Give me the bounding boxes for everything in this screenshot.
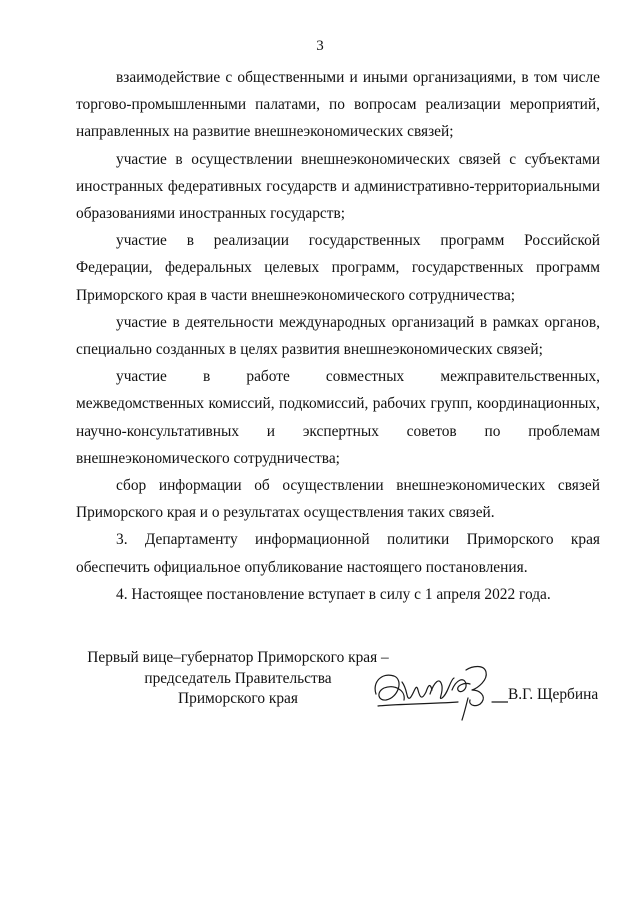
signatory-title-line: Приморского края xyxy=(178,690,298,707)
paragraph: взаимодействие с общественными и иными организациями, в том числе торгово-промышленными палатами, по вопросам реализации мероприятий, направленных на развитие внешнеэкономических связей; xyxy=(76,69,600,141)
signatory-title-line: председатель Правительства xyxy=(144,669,332,687)
signatory-title-line: Первый вице–губернатор Приморского края – xyxy=(87,649,389,666)
page-number: 3 xyxy=(316,38,324,54)
paragraph: 3. Департаменту информационной политики Приморского края обеспечить официальное опубликование настоящего постановления. xyxy=(76,531,600,576)
paragraph: участие в деятельности международных организаций в рамках органов, специально созданных в целях развития внешнеэкономических связей; xyxy=(76,313,600,359)
paragraph: участие в осуществлении внешнеэкономических связей с субъектами иностранных федеративных государств и административно-территориальными образованиями иностранных государств; xyxy=(76,150,600,223)
paragraph: участие в реализации государственных программ Российской Федерации, федеральных целевых программ, государственных программ Приморского края в части внешнеэкономического сотрудничества; xyxy=(76,232,600,304)
paragraph: 4. Настоящее постановление вступает в силу с 1 апреля 2022 года. xyxy=(116,585,551,603)
paragraph: сбор информации об осуществлении внешнеэкономических связей Приморского края и о результатах осуществления таких связей. xyxy=(76,477,600,522)
signatory-name: В.Г. Щербина xyxy=(508,686,599,703)
document-body xyxy=(76,64,600,608)
handwritten-signature xyxy=(368,660,508,722)
paragraph: участие в работе совместных межправительственных, межведомственных комиссий, подкомиссий, рабочих групп, координационных, научно-консультативных и экспертных советов по проблемам внешнеэкономического сотрудничества; xyxy=(76,368,600,467)
signatory-title xyxy=(78,648,398,710)
